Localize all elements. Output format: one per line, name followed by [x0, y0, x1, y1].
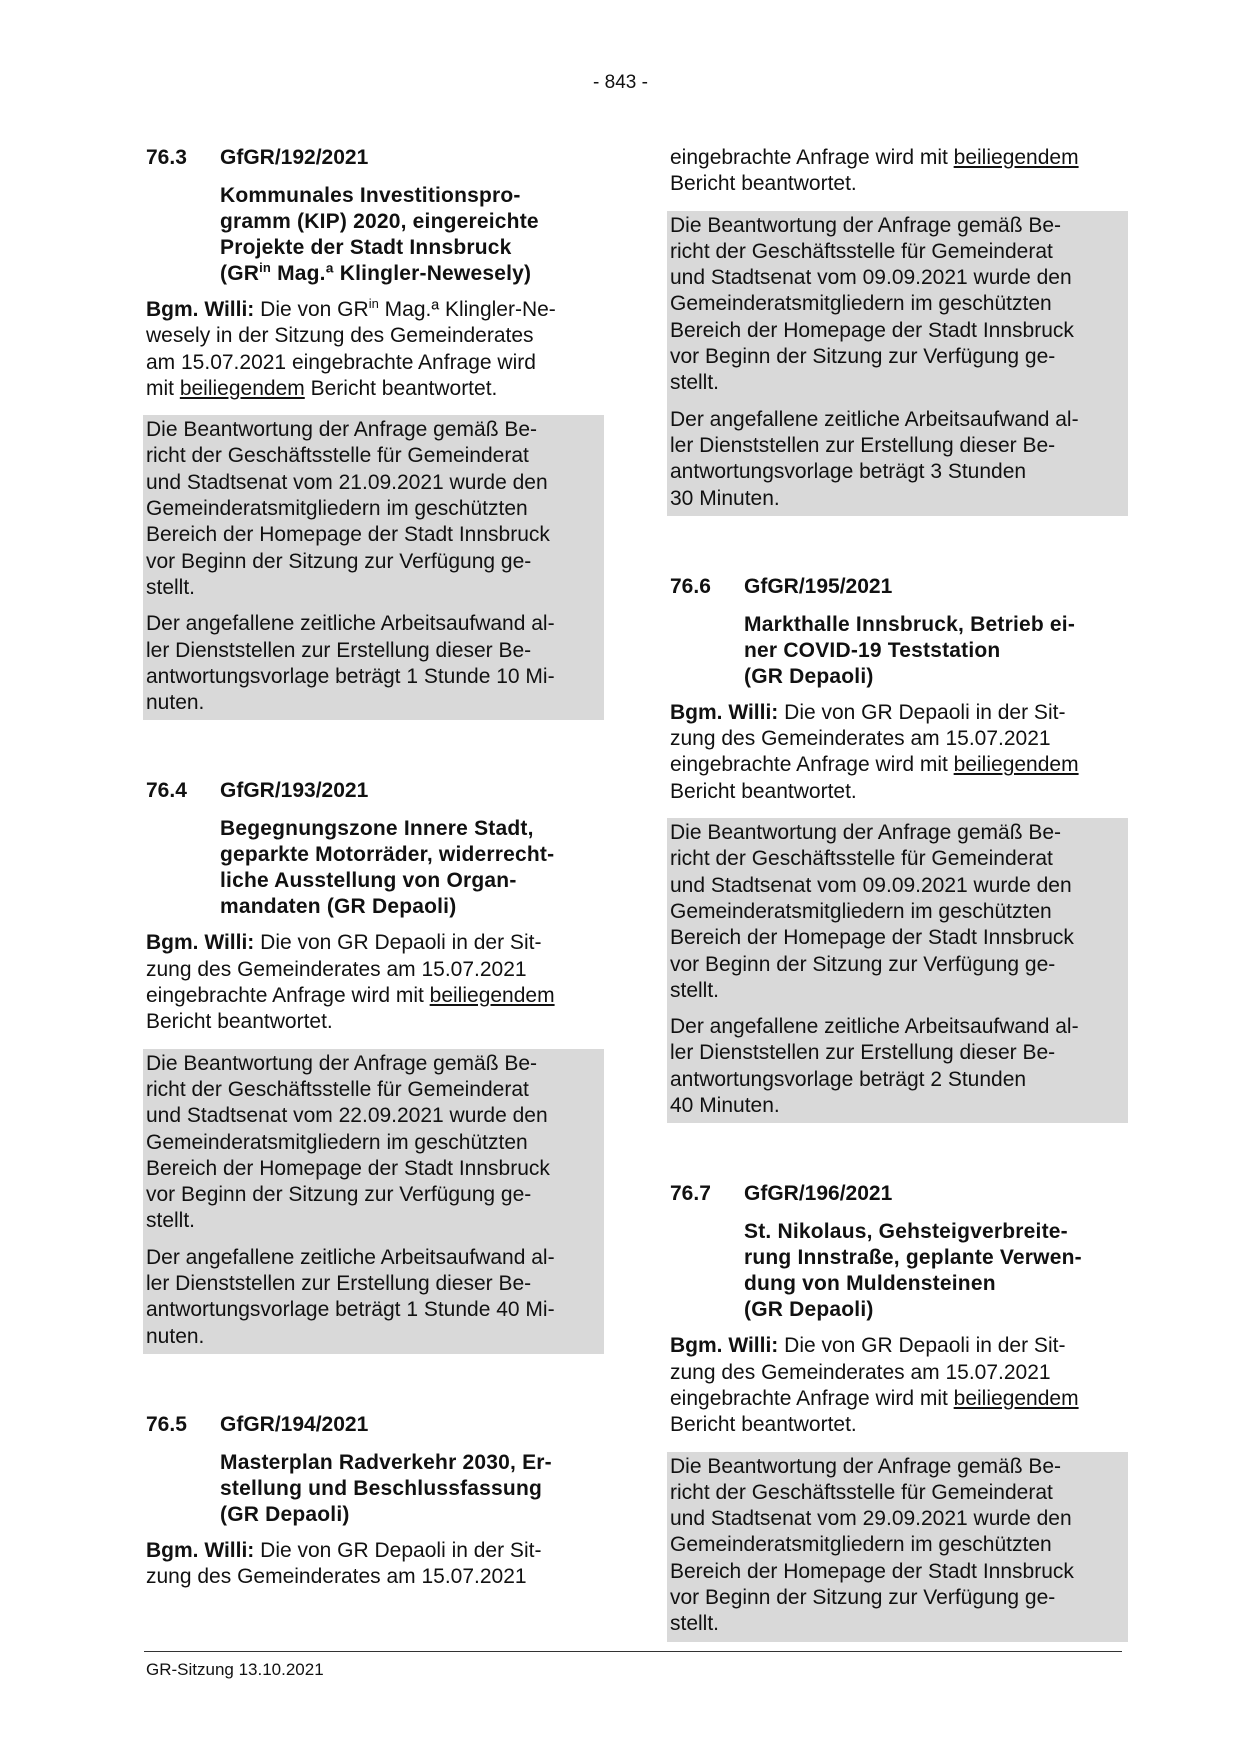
section-76-5 [146, 1412, 604, 1591]
section-code: GfGR/195/2021 [744, 574, 893, 598]
text: eingebrachte Anfrage wird mit [670, 146, 954, 169]
title-line: geparkte Motorräder, widerrecht- [220, 843, 555, 867]
title-line: Begegnungszone Innere Stadt, [220, 817, 534, 841]
title-line: (GR Depaoli) [744, 664, 874, 688]
text-line: am 15.07.2021 eingebrachte Anfrage wird [146, 350, 536, 374]
text-line: Die Beantwortung der Anfrage gemäß Be- [670, 1454, 1062, 1478]
text-line: stellt. [670, 978, 720, 1002]
answer-paragraph [146, 297, 604, 402]
text: eingebrachte Anfrage wird mit [670, 1386, 954, 1410]
title-line: rung Innstraße, geplante Verwen- [744, 1246, 1082, 1270]
text-line: Der angefallene zeitliche Arbeitsaufwand al- [146, 612, 555, 636]
underlined-text: beiliegendem [429, 984, 555, 1008]
text-line: und Stadtsenat vom 29.09.2021 wurde den [670, 1507, 1072, 1531]
text-line: 40 Minuten. [670, 1094, 780, 1118]
text-line: Gemeinderatsmitgliedern im geschützten [146, 497, 528, 521]
text-line: stellt. [146, 575, 196, 599]
text-line: Gemeinderatsmitgliedern im geschützten [670, 1533, 1052, 1557]
section-heading [146, 1412, 604, 1438]
text: eingebrachte Anfrage wird mit [670, 753, 954, 777]
right-column [670, 145, 1128, 1642]
speaker-label: Bgm. Willi: [670, 700, 779, 724]
effort-paragraph [146, 611, 600, 716]
text-line: zung des Gemeinderates am 15.07.2021 [670, 1360, 1051, 1384]
title-text: (GR [220, 262, 260, 285]
note-paragraph [670, 820, 1124, 1004]
text-line: antwortungsvorlage beträgt 1 Stunde 40 Mi- [146, 1298, 555, 1322]
text-line: antwortungsvorlage beträgt 2 Stunden [670, 1067, 1027, 1091]
title-line: gramm (KIP) 2020, eingereichte [220, 210, 539, 233]
section-76-6 [670, 574, 1128, 1123]
note-paragraph [146, 1051, 600, 1235]
underlined-text: beiliegendem [953, 753, 1079, 777]
text-line: Die Beantwortung der Anfrage gemäß Be- [146, 1051, 538, 1075]
text-line [146, 1538, 604, 1564]
section-title [220, 183, 604, 287]
footer-text: GR-Sitzung 13.10.2021 [146, 1660, 324, 1679]
grey-note-box [143, 415, 604, 720]
answer-paragraph [670, 1333, 1128, 1438]
text-line: Gemeinderatsmitgliedern im geschützten [670, 899, 1052, 923]
speaker-label: Bgm. Willi: [146, 298, 255, 321]
text-line: vor Beginn der Sitzung zur Verfügung ge- [146, 1183, 532, 1207]
text: Die von GR Depaoli in der Sit- [254, 931, 542, 955]
underlined-text: beiliegendem [179, 376, 305, 400]
title-line: ner COVID-19 Teststation [744, 638, 1001, 662]
grey-note-box [667, 1452, 1128, 1642]
text: Die von GR Depaoli in der Sit- [778, 1334, 1066, 1358]
underlined-text: beiliegendem [953, 146, 1079, 169]
text-line: Der angefallene zeitliche Arbeitsaufwand al- [670, 1015, 1079, 1039]
superscript: in [368, 296, 379, 311]
text: Mag.ª Klingler-Ne- [378, 298, 556, 321]
text-line: Der angefallene zeitliche Arbeitsaufwand al- [670, 407, 1079, 431]
section-code: GfGR/196/2021 [744, 1182, 893, 1206]
text-line: stellt. [670, 1612, 720, 1636]
text-line: Bereich der Homepage der Stadt Innsbruck [146, 1156, 550, 1180]
text-line: Die Beantwortung der Anfrage gemäß Be- [670, 213, 1062, 237]
text-line: Die Beantwortung der Anfrage gemäß Be- [146, 418, 538, 442]
section-number: 76.3 [146, 146, 187, 169]
text-line: ler Dienststellen zur Erstellung dieser Be- [146, 638, 532, 662]
underlined-text: beiliegendem [953, 1386, 1079, 1410]
text-line: ler Dienststellen zur Erstellung dieser Be- [146, 1272, 532, 1296]
text-line: Bericht beantwortet. [146, 1010, 333, 1034]
section-heading [146, 778, 604, 804]
title-line: liche Ausstellung von Organ- [220, 869, 517, 893]
text-line: Bericht beantwortet. [670, 172, 857, 196]
text-line [146, 930, 604, 956]
text-line: zung des Gemeinderates am 15.07.2021 [670, 727, 1051, 751]
answer-paragraph [670, 145, 1128, 198]
section-code: GfGR/194/2021 [220, 1412, 369, 1436]
section-heading [670, 574, 1128, 600]
text: Die von GR Depaoli in der Sit- [778, 700, 1066, 724]
text-line: antwortungsvorlage beträgt 3 Stunden [670, 460, 1027, 484]
text-line: und Stadtsenat vom 22.09.2021 wurde den [146, 1104, 548, 1128]
title-line: Masterplan Radverkehr 2030, Er- [220, 1450, 552, 1474]
text-line: wesely in der Sitzung des Gemeinderates [146, 324, 534, 348]
effort-paragraph [146, 1245, 600, 1350]
title-line: stellung und Beschlussfassung [220, 1476, 543, 1500]
footer-divider [144, 1651, 1122, 1652]
speaker-label: Bgm. Willi: [146, 931, 255, 955]
text-line: Die Beantwortung der Anfrage gemäß Be- [670, 821, 1062, 845]
section-76-7 [670, 1181, 1128, 1641]
text-line: Gemeinderatsmitgliedern im geschützten [146, 1130, 528, 1154]
text-line: vor Beginn der Sitzung zur Verfügung ge- [670, 952, 1056, 976]
text-line: richt der Geschäftsstelle für Gemeinderat [670, 847, 1053, 871]
left-column [146, 145, 604, 1591]
text: Die von GR Depaoli in der Sit- [254, 1538, 542, 1562]
text-line: und Stadtsenat vom 21.09.2021 wurde den [146, 470, 548, 494]
section-code: GfGR/193/2021 [220, 779, 369, 803]
section-number: 76.4 [146, 779, 187, 803]
text-line: stellt. [146, 1209, 196, 1233]
title-line: Markthalle Innsbruck, Betrieb ei- [744, 612, 1076, 636]
section-title [220, 1450, 604, 1528]
speaker-label: Bgm. Willi: [146, 1538, 255, 1562]
text-line: richt der Geschäftsstelle für Gemeinderat [146, 1077, 529, 1101]
section-76-4 [146, 778, 604, 1353]
section-heading [146, 145, 604, 171]
text-line: Bericht beantwortet. [670, 1413, 857, 1437]
speaker-label: Bgm. Willi: [670, 1334, 779, 1358]
section-number: 76.5 [146, 1412, 187, 1436]
page-number: - 843 - [593, 72, 648, 93]
section-number: 76.6 [670, 574, 711, 598]
text: Die von GR [254, 298, 369, 321]
text-line [670, 700, 1128, 726]
section-code: GfGR/192/2021 [220, 146, 369, 169]
text-line: Gemeinderatsmitgliedern im geschützten [670, 292, 1052, 316]
text-line: antwortungsvorlage beträgt 1 Stunde 10 Mi- [146, 664, 555, 688]
title-text: Mag.ª Klingler-Newesely) [271, 262, 532, 285]
section-title [220, 816, 604, 920]
title-line: St. Nikolaus, Gehsteigverbreite- [744, 1220, 1068, 1244]
note-paragraph [146, 417, 600, 601]
answer-paragraph [146, 1538, 604, 1591]
text-line: richt der Geschäftsstelle für Gemeinderat [146, 444, 529, 468]
text-line: 30 Minuten. [670, 486, 780, 510]
text-line: Bericht beantwortet. [670, 779, 857, 803]
grey-note-box [667, 211, 1128, 516]
title-line [220, 261, 604, 287]
note-paragraph [670, 213, 1124, 397]
section-heading [670, 1181, 1128, 1207]
section-76-3 [146, 145, 604, 720]
text-line: und Stadtsenat vom 09.09.2021 wurde den [670, 266, 1072, 290]
text-line: und Stadtsenat vom 09.09.2021 wurde den [670, 873, 1072, 897]
title-line: mandaten (GR Depaoli) [220, 895, 457, 919]
section-76-5-continued [670, 145, 1128, 516]
superscript: in [259, 260, 272, 275]
text-line [670, 145, 1128, 171]
text-line: Der angefallene zeitliche Arbeitsaufwand al- [146, 1245, 555, 1269]
text-line: vor Beginn der Sitzung zur Verfügung ge- [670, 345, 1056, 369]
grey-note-box [667, 818, 1128, 1123]
section-title [744, 1219, 1128, 1323]
text-line [146, 983, 604, 1009]
answer-paragraph [146, 930, 604, 1035]
section-number: 76.7 [670, 1182, 711, 1206]
text-line [146, 376, 604, 402]
title-line: Projekte der Stadt Innsbruck [220, 236, 512, 259]
text: mit [146, 376, 180, 400]
text-line: zung des Gemeinderates am 15.07.2021 [146, 1565, 527, 1589]
text-line [670, 752, 1128, 778]
text-line [146, 297, 604, 323]
text-line: richt der Geschäftsstelle für Gemeinderat [670, 239, 1053, 263]
note-paragraph [670, 1454, 1124, 1638]
section-title [744, 612, 1128, 690]
text-line: richt der Geschäftsstelle für Gemeinderat [670, 1480, 1053, 1504]
text-line [670, 1386, 1128, 1412]
title-line: (GR Depaoli) [220, 1502, 350, 1526]
title-line: (GR Depaoli) [744, 1298, 874, 1322]
text-line: ler Dienststellen zur Erstellung dieser Be- [670, 433, 1056, 457]
text-line: vor Beginn der Sitzung zur Verfügung ge- [146, 549, 532, 573]
text-line: nuten. [146, 1324, 205, 1348]
text-line: Bereich der Homepage der Stadt Innsbruck [146, 523, 550, 547]
text-line: Bereich der Homepage der Stadt Innsbruck [670, 926, 1074, 950]
answer-paragraph [670, 700, 1128, 805]
effort-paragraph [670, 407, 1124, 512]
title-line: dung von Muldensteinen [744, 1272, 996, 1296]
text-line: vor Beginn der Sitzung zur Verfügung ge- [670, 1585, 1056, 1609]
text-line: zung des Gemeinderates am 15.07.2021 [146, 957, 527, 981]
text-line: ler Dienststellen zur Erstellung dieser Be- [670, 1041, 1056, 1065]
text-line: Bereich der Homepage der Stadt Innsbruck [670, 318, 1074, 342]
effort-paragraph [670, 1014, 1124, 1119]
grey-note-box [143, 1049, 604, 1354]
text: eingebrachte Anfrage wird mit [146, 984, 430, 1008]
title-line: Kommunales Investitionspro- [220, 184, 521, 207]
text-line: stellt. [670, 371, 720, 395]
text-line: nuten. [146, 691, 205, 715]
text: Bericht beantwortet. [304, 376, 498, 400]
text-line [670, 1333, 1128, 1359]
text-line: Bereich der Homepage der Stadt Innsbruck [670, 1559, 1074, 1583]
